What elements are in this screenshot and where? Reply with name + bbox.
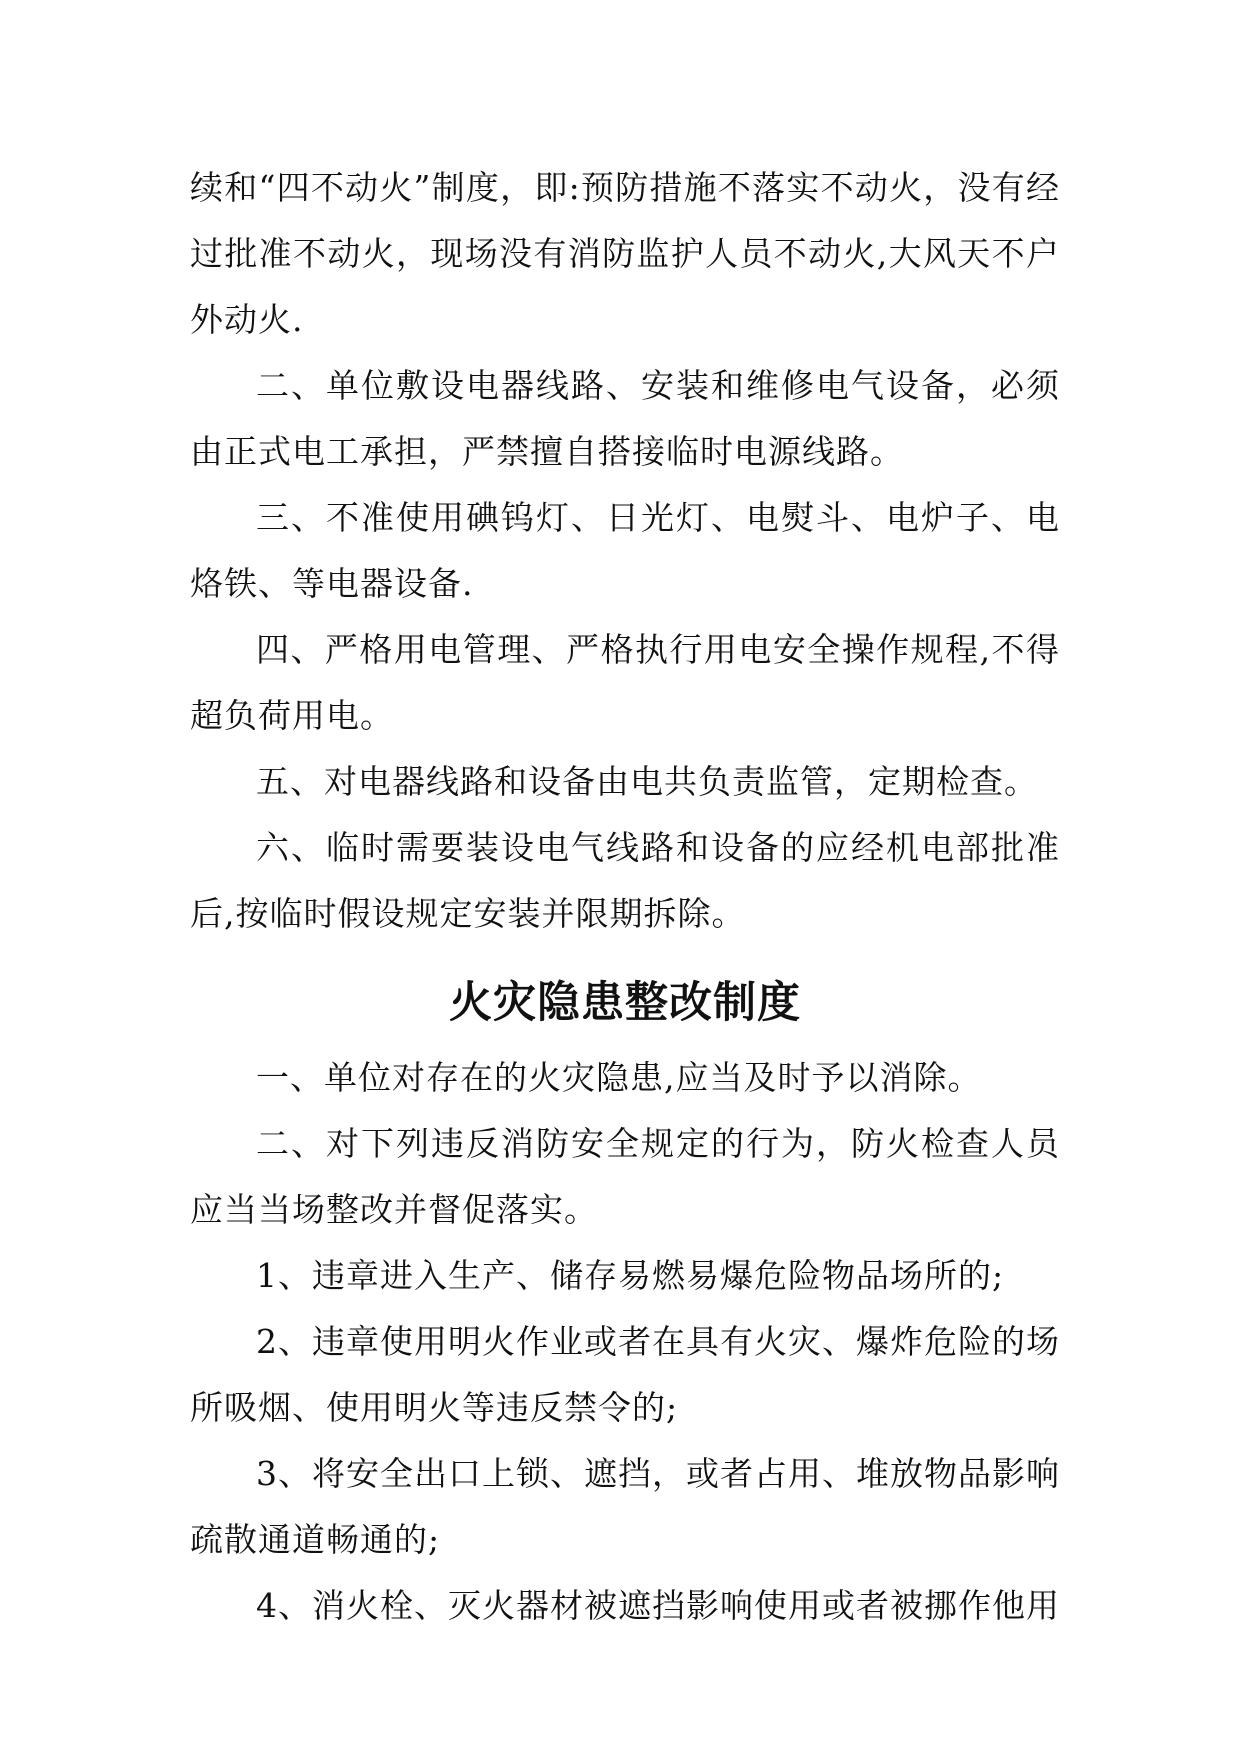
paragraph-item-4: 四、严格用电管理、严格执行用电安全操作规程,不得超负荷用电。 <box>190 630 1060 735</box>
paragraph-rectify-1: 一、单位对存在的火灾隐患,应当及时予以消除。 <box>256 1058 982 1097</box>
paragraph-item-5: 五、对电器线路和设备由电共负责监管，定期检查。 <box>256 762 1038 801</box>
list-item-4: 4、消火栓、灭火器材被遮挡影响使用或者被挪作他用 <box>256 1586 1060 1625</box>
list-item-1: 1、违章进入生产、储存易燃易爆危险物品场所的; <box>256 1256 1005 1295</box>
paragraph-item-6: 六、临时需要装设电气线路和设备的应经机电部批准后,按临时假设规定安装并限期拆除。 <box>190 828 1060 933</box>
paragraph-item-3: 三、不准使用碘钨灯、日光灯、电熨斗、电炉子、电烙铁、等电器设备. <box>190 498 1060 603</box>
section-title: 火灾隐患整改制度 <box>449 978 801 1028</box>
paragraph-continuation: 续和“四不动火”制度，即:预防措施不落实不动火，没有经过批准不动火，现场没有消防监护人员不动火,大风天不户外动火. <box>190 168 1060 339</box>
paragraph-item-2: 二、单位敷设电器线路、安装和维修电气设备，必须由正式电工承担，严禁擅自搭接临时电源线路。 <box>190 366 1060 471</box>
paragraph-rectify-2: 二、对下列违反消防安全规定的行为，防火检查人员应当当场整改并督促落实。 <box>190 1124 1060 1229</box>
document-page <box>190 155 1060 1639</box>
list-item-3: 3、将安全出口上锁、遮挡，或者占用、堆放物品影响疏散通道畅通的; <box>190 1454 1060 1559</box>
list-item-2: 2、违章使用明火作业或者在具有火灾、爆炸危险的场所吸烟、使用明火等违反禁令的; <box>190 1322 1060 1427</box>
